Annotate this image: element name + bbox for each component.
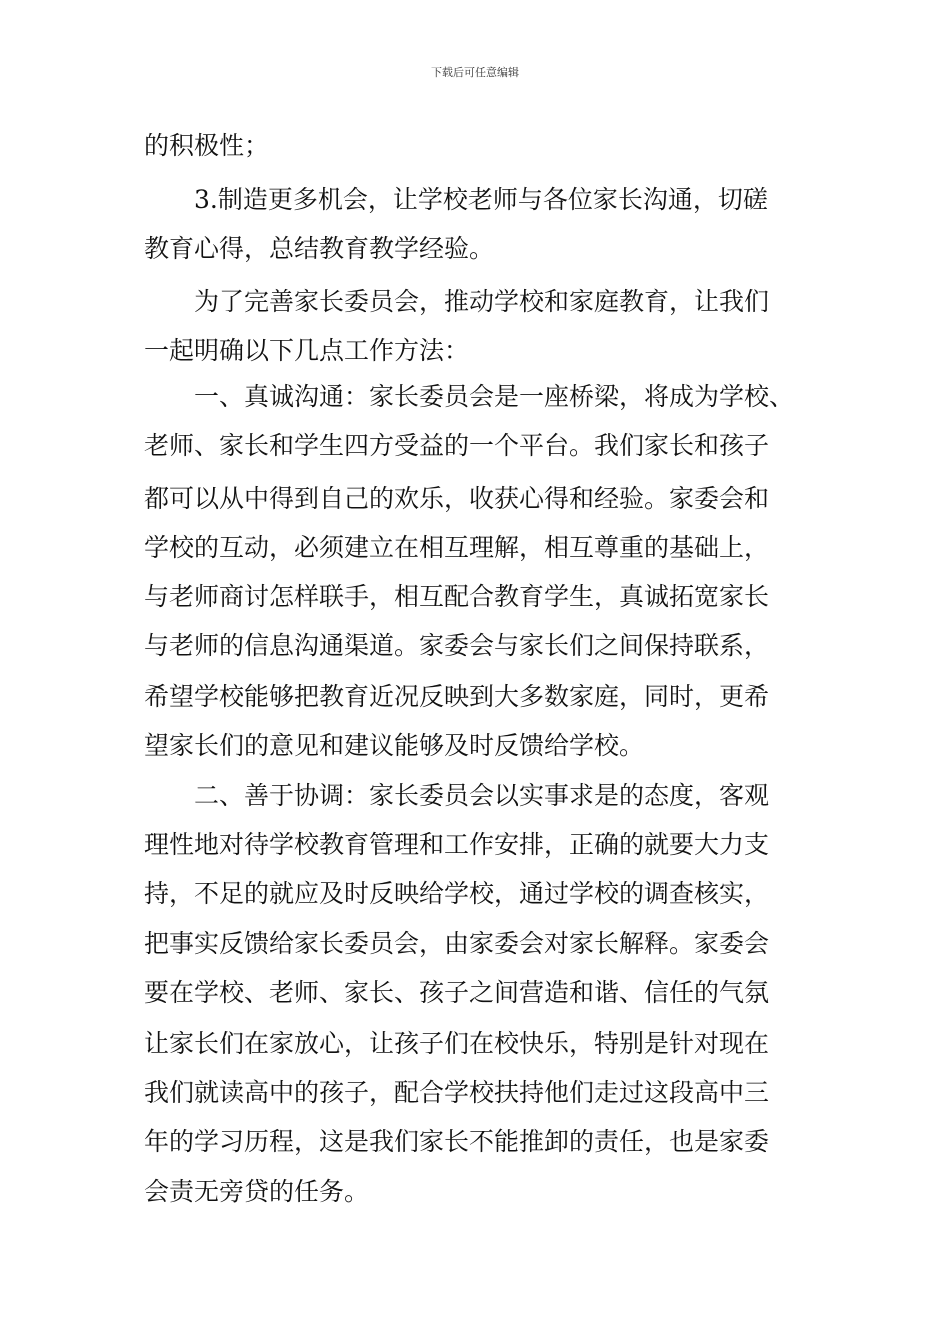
text-line: 老师、家长和学生四方受益的一个平台。我们家长和孩子 [144, 431, 770, 460]
text-line: 与老师的信息沟通渠道。家委会与家长们之间保持联系， [144, 631, 770, 660]
page-header: 下载后可任意编辑 [431, 66, 519, 79]
text-line: 把事实反馈给家长委员会，由家委会对家长解释。家委会 [144, 929, 770, 958]
text-line: 希望学校能够把教育近况反映到大多数家庭，同时，更希 [144, 682, 770, 711]
text-line: 的积极性； [144, 131, 270, 160]
text-line: 与老师商讨怎样联手，相互配合教育学生，真诚拓宽家长 [144, 582, 770, 611]
text-line: 都可以从中得到自己的欢乐，收获心得和经验。家委会和 [144, 484, 770, 513]
text-line: 望家长们的意见和建议能够及时反馈给学校。 [144, 731, 645, 760]
text-line: 会责无旁贷的任务。 [144, 1177, 370, 1206]
text-line: 让家长们在家放心，让孩子们在校快乐，特别是针对现在 [144, 1029, 770, 1058]
text-line: 3.制造更多机会，让学校老师与各位家长沟通，切磋 [194, 185, 768, 214]
text-line: 年的学习历程，这是我们家长不能推卸的责任，也是家委 [144, 1127, 770, 1156]
text-line: 学校的互动，必须建立在相互理解，相互尊重的基础上， [144, 533, 770, 562]
text-line: 教育心得，总结教育教学经验。 [144, 234, 495, 263]
text-line: 理性地对待学校教育管理和工作安排，正确的就要大力支 [144, 830, 770, 859]
text-line: 我们就读高中的孩子，配合学校扶持他们走过这段高中三 [144, 1078, 770, 1107]
text-line: 一、真诚沟通：家长委员会是一座桥梁，将成为学校、 [194, 382, 795, 411]
text-line: 要在学校、老师、家长、孩子之间营造和谐、信任的气氛 [144, 978, 770, 1007]
text-line: 为了完善家长委员会，推动学校和家庭教育，让我们 [194, 287, 770, 316]
text-line: 持，不足的就应及时反映给学校，通过学校的调查核实， [144, 879, 770, 908]
text-line: 一起明确以下几点工作方法： [144, 336, 470, 365]
text-line: 二、善于协调：家长委员会以实事求是的态度，客观 [194, 781, 770, 810]
